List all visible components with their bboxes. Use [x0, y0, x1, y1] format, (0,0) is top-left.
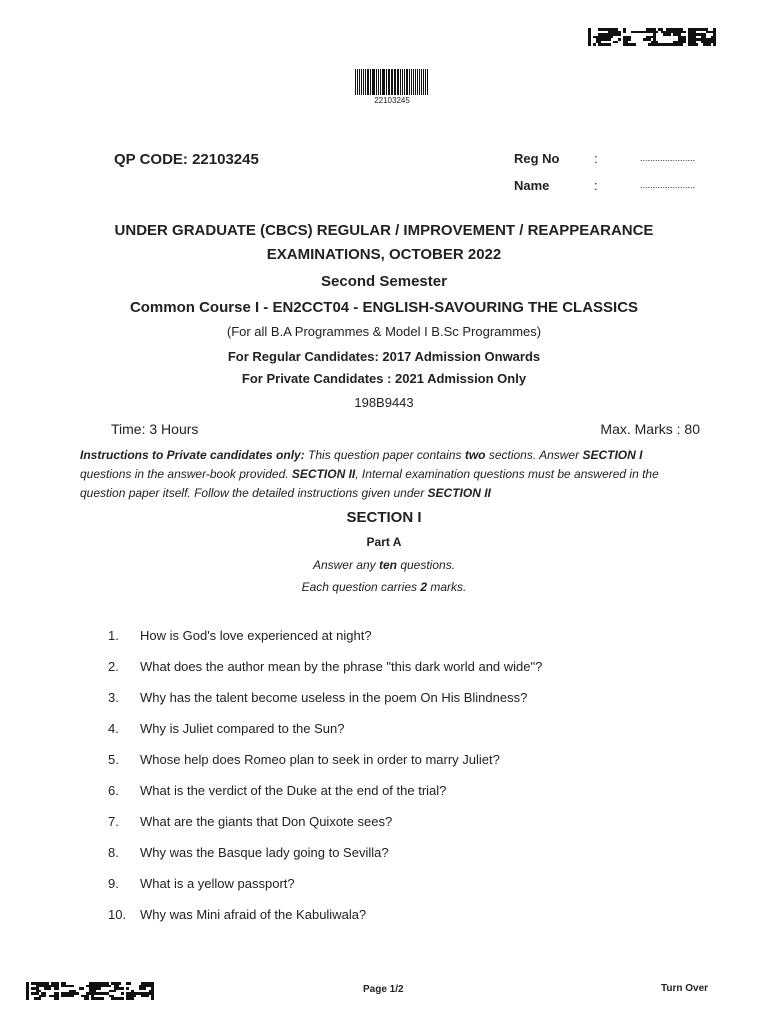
question-number: 4. — [108, 721, 119, 736]
question-text: Why has the talent become useless in the poem On His Blindness? — [140, 690, 528, 705]
question-number: 1. — [108, 628, 119, 643]
question-text: What does the author mean by the phrase "this dark world and wide"? — [140, 659, 543, 674]
question-number: 2. — [108, 659, 119, 674]
question-number: 3. — [108, 690, 119, 705]
question-text: What is the verdict of the Duke at the end of the trial? — [140, 783, 447, 798]
reg-no-label: Reg No — [514, 151, 560, 166]
reg-no-field: ...................... — [640, 153, 696, 163]
regular-candidates: For Regular Candidates: 2017 Admission Onwards — [227, 349, 541, 364]
private-candidates: For Private Candidates : 2021 Admission Only — [241, 371, 527, 386]
course-title: Common Course I - EN2CCT04 - ENGLISH-SAVOURING THE CLASSICS — [129, 299, 639, 316]
marks-instruction: Each question carries 2 marks. — [301, 580, 467, 594]
exam-title-line1: UNDER GRADUATE (CBCS) REGULAR / IMPROVEMENT / REAPPEARANCE — [114, 222, 654, 239]
question-text: What is a yellow passport? — [140, 876, 295, 891]
barcode-number: 22103245 — [374, 96, 410, 105]
semester: Second Semester — [321, 273, 447, 290]
reg-no-colon: : — [594, 151, 598, 166]
question-text: Whose help does Romeo plan to seek in order to marry Juliet? — [140, 752, 500, 767]
page-number: Page 1/2 — [363, 984, 404, 995]
question-number: 9. — [108, 876, 119, 891]
top-barcode — [355, 69, 429, 95]
question-text: What are the giants that Don Quixote sees? — [140, 814, 393, 829]
max-marks: Max. Marks : 80 — [600, 421, 700, 437]
qp-code: QP CODE: 22103245 — [114, 151, 259, 168]
answer-instruction: Answer any ten questions. — [312, 558, 456, 572]
section-title: SECTION I — [346, 509, 422, 526]
question-number: 6. — [108, 783, 119, 798]
paper-code: 198B9443 — [354, 395, 414, 410]
question-number: 8. — [108, 845, 119, 860]
bottom-left-barcode — [26, 982, 156, 1000]
part-title: Part A — [366, 535, 402, 549]
question-number: 7. — [108, 814, 119, 829]
programmes: (For all B.A Programmes & Model I B.Sc Programmes) — [226, 324, 542, 339]
name-field: ...................... — [640, 180, 696, 190]
question-text: Why is Juliet compared to the Sun? — [140, 721, 345, 736]
top-right-barcode — [588, 28, 718, 46]
exam-time: Time: 3 Hours — [111, 421, 199, 437]
question-text: Why was the Basque lady going to Sevilla? — [140, 845, 389, 860]
private-instructions: Instructions to Private candidates only: This question paper contains two sections. Answer SECTION I questions in the answer-book provided. SECTION II, Internal examination questions must be answered in the question paper itself. Follow the detailed instructions given under SECTION II — [80, 448, 659, 500]
name-label: Name — [514, 178, 550, 193]
turn-over: Turn Over — [661, 983, 709, 994]
exam-title-line2: EXAMINATIONS, OCTOBER 2022 — [266, 246, 502, 263]
question-number: 5. — [108, 752, 119, 767]
question-number: 10. — [108, 907, 127, 922]
question-text: Why was Mini afraid of the Kabuliwala? — [140, 907, 367, 922]
instructions-lead: Instructions to Private candidates only: — [80, 448, 305, 462]
name-colon: : — [594, 178, 598, 193]
question-text: How is God's love experienced at night? — [140, 628, 372, 643]
